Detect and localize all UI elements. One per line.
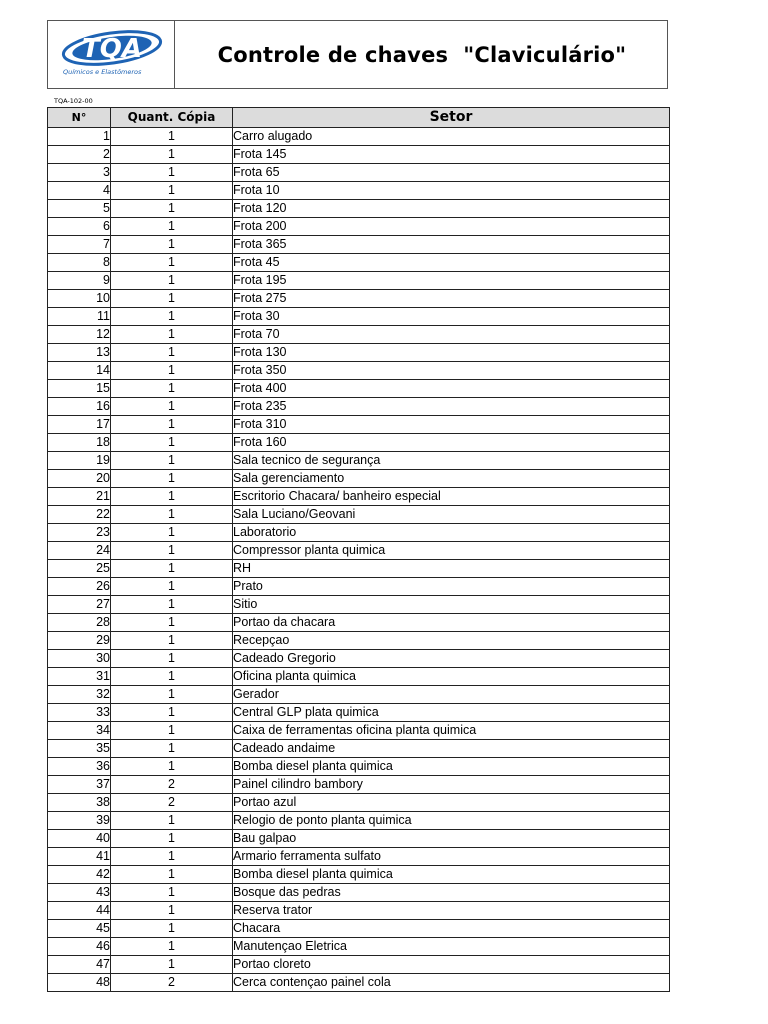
row-quantity: 1 bbox=[111, 434, 233, 452]
row-sector: Manutençao Eletrica bbox=[233, 938, 670, 956]
row-quantity: 1 bbox=[111, 956, 233, 974]
row-sector: Portao cloreto bbox=[233, 956, 670, 974]
table-row bbox=[48, 362, 670, 380]
table-row bbox=[48, 272, 670, 290]
table-row bbox=[48, 722, 670, 740]
document-header bbox=[47, 20, 668, 89]
row-number: 35 bbox=[48, 740, 111, 758]
row-number: 10 bbox=[48, 290, 111, 308]
row-sector: Cerca contençao painel cola bbox=[233, 974, 670, 992]
row-number: 23 bbox=[48, 524, 111, 542]
row-sector: Frota 365 bbox=[233, 236, 670, 254]
row-quantity: 1 bbox=[111, 200, 233, 218]
row-quantity: 2 bbox=[111, 974, 233, 992]
row-quantity: 1 bbox=[111, 884, 233, 902]
table-row bbox=[48, 452, 670, 470]
row-number: 7 bbox=[48, 236, 111, 254]
row-quantity: 2 bbox=[111, 776, 233, 794]
table-row bbox=[48, 848, 670, 866]
row-quantity: 1 bbox=[111, 938, 233, 956]
table-row bbox=[48, 704, 670, 722]
table-row bbox=[48, 938, 670, 956]
table-row bbox=[48, 164, 670, 182]
row-number: 33 bbox=[48, 704, 111, 722]
table-row bbox=[48, 416, 670, 434]
table-row bbox=[48, 488, 670, 506]
table-row bbox=[48, 254, 670, 272]
row-number: 40 bbox=[48, 830, 111, 848]
table-row bbox=[48, 884, 670, 902]
row-quantity: 1 bbox=[111, 236, 233, 254]
table-row bbox=[48, 686, 670, 704]
row-sector: Sala gerenciamento bbox=[233, 470, 670, 488]
table-row bbox=[48, 902, 670, 920]
row-number: 41 bbox=[48, 848, 111, 866]
row-quantity: 1 bbox=[111, 578, 233, 596]
row-quantity: 1 bbox=[111, 452, 233, 470]
tqa-logo-icon bbox=[60, 28, 164, 68]
row-number: 8 bbox=[48, 254, 111, 272]
row-number: 46 bbox=[48, 938, 111, 956]
row-number: 31 bbox=[48, 668, 111, 686]
row-sector: Bomba diesel planta quimica bbox=[233, 758, 670, 776]
table-row bbox=[48, 758, 670, 776]
row-sector: Frota 195 bbox=[233, 272, 670, 290]
row-number: 28 bbox=[48, 614, 111, 632]
row-number: 27 bbox=[48, 596, 111, 614]
row-quantity: 1 bbox=[111, 650, 233, 668]
row-number: 4 bbox=[48, 182, 111, 200]
row-number: 17 bbox=[48, 416, 111, 434]
row-number: 1 bbox=[48, 128, 111, 146]
row-sector: Frota 310 bbox=[233, 416, 670, 434]
row-number: 29 bbox=[48, 632, 111, 650]
row-sector: Portao azul bbox=[233, 794, 670, 812]
row-quantity: 1 bbox=[111, 128, 233, 146]
row-quantity: 1 bbox=[111, 218, 233, 236]
row-quantity: 1 bbox=[111, 830, 233, 848]
table-row bbox=[48, 470, 670, 488]
table-row bbox=[48, 200, 670, 218]
column-header-sector: Setor bbox=[233, 108, 670, 128]
row-number: 42 bbox=[48, 866, 111, 884]
row-quantity: 2 bbox=[111, 794, 233, 812]
logo-subtitle: Químicos e Elastômeros bbox=[63, 68, 142, 76]
row-number: 43 bbox=[48, 884, 111, 902]
table-row bbox=[48, 830, 670, 848]
row-quantity: 1 bbox=[111, 866, 233, 884]
row-sector: Sala Luciano/Geovani bbox=[233, 506, 670, 524]
table-row bbox=[48, 776, 670, 794]
row-number: 18 bbox=[48, 434, 111, 452]
row-sector: Central GLP plata quimica bbox=[233, 704, 670, 722]
row-number: 39 bbox=[48, 812, 111, 830]
row-sector: Recepçao bbox=[233, 632, 670, 650]
row-sector: Frota 275 bbox=[233, 290, 670, 308]
row-sector: Frota 65 bbox=[233, 164, 670, 182]
keys-table bbox=[47, 107, 670, 992]
row-sector: Frota 235 bbox=[233, 398, 670, 416]
row-quantity: 1 bbox=[111, 686, 233, 704]
row-number: 15 bbox=[48, 380, 111, 398]
table-row bbox=[48, 218, 670, 236]
row-sector: Sitio bbox=[233, 596, 670, 614]
row-sector: Frota 160 bbox=[233, 434, 670, 452]
row-number: 25 bbox=[48, 560, 111, 578]
table-row bbox=[48, 380, 670, 398]
row-sector: Frota 120 bbox=[233, 200, 670, 218]
table-row bbox=[48, 434, 670, 452]
page-title: Controle de chaves "Claviculário" bbox=[217, 42, 627, 67]
row-sector: Chacara bbox=[233, 920, 670, 938]
row-number: 48 bbox=[48, 974, 111, 992]
row-number: 45 bbox=[48, 920, 111, 938]
table-row bbox=[48, 146, 670, 164]
table-row bbox=[48, 506, 670, 524]
table-row bbox=[48, 740, 670, 758]
row-quantity: 1 bbox=[111, 740, 233, 758]
row-quantity: 1 bbox=[111, 758, 233, 776]
table-row bbox=[48, 650, 670, 668]
table-row bbox=[48, 182, 670, 200]
row-sector: Bomba diesel planta quimica bbox=[233, 866, 670, 884]
row-sector: Frota 45 bbox=[233, 254, 670, 272]
row-sector: Oficina planta quimica bbox=[233, 668, 670, 686]
row-number: 2 bbox=[48, 146, 111, 164]
row-number: 30 bbox=[48, 650, 111, 668]
table-row bbox=[48, 308, 670, 326]
row-sector: Compressor planta quimica bbox=[233, 542, 670, 560]
row-quantity: 1 bbox=[111, 506, 233, 524]
table-row bbox=[48, 866, 670, 884]
row-number: 37 bbox=[48, 776, 111, 794]
row-sector: Relogio de ponto planta quimica bbox=[233, 812, 670, 830]
row-number: 14 bbox=[48, 362, 111, 380]
row-quantity: 1 bbox=[111, 614, 233, 632]
row-number: 5 bbox=[48, 200, 111, 218]
table-row bbox=[48, 596, 670, 614]
row-quantity: 1 bbox=[111, 308, 233, 326]
table-row bbox=[48, 632, 670, 650]
row-number: 26 bbox=[48, 578, 111, 596]
row-number: 13 bbox=[48, 344, 111, 362]
table-row bbox=[48, 614, 670, 632]
row-number: 36 bbox=[48, 758, 111, 776]
row-sector: Frota 350 bbox=[233, 362, 670, 380]
row-quantity: 1 bbox=[111, 182, 233, 200]
table-row bbox=[48, 920, 670, 938]
row-quantity: 1 bbox=[111, 416, 233, 434]
row-number: 24 bbox=[48, 542, 111, 560]
row-quantity: 1 bbox=[111, 164, 233, 182]
table-row bbox=[48, 578, 670, 596]
row-sector: Prato bbox=[233, 578, 670, 596]
row-sector: Frota 400 bbox=[233, 380, 670, 398]
table-row bbox=[48, 344, 670, 362]
table-row bbox=[48, 290, 670, 308]
row-quantity: 1 bbox=[111, 560, 233, 578]
row-sector: Carro alugado bbox=[233, 128, 670, 146]
row-number: 22 bbox=[48, 506, 111, 524]
row-sector: Frota 130 bbox=[233, 344, 670, 362]
row-number: 3 bbox=[48, 164, 111, 182]
table-row bbox=[48, 398, 670, 416]
row-quantity: 1 bbox=[111, 470, 233, 488]
row-sector: Painel cilindro bambory bbox=[233, 776, 670, 794]
row-sector: Bau galpao bbox=[233, 830, 670, 848]
row-sector: Bosque das pedras bbox=[233, 884, 670, 902]
table-row bbox=[48, 668, 670, 686]
table-row bbox=[48, 560, 670, 578]
column-header-quantity: Quant. Cópia bbox=[111, 108, 233, 128]
row-number: 38 bbox=[48, 794, 111, 812]
row-quantity: 1 bbox=[111, 524, 233, 542]
row-quantity: 1 bbox=[111, 902, 233, 920]
row-sector: Gerador bbox=[233, 686, 670, 704]
row-quantity: 1 bbox=[111, 398, 233, 416]
row-number: 21 bbox=[48, 488, 111, 506]
row-quantity: 1 bbox=[111, 146, 233, 164]
table-row bbox=[48, 812, 670, 830]
row-sector: Cadeado Gregorio bbox=[233, 650, 670, 668]
row-number: 9 bbox=[48, 272, 111, 290]
table-row bbox=[48, 794, 670, 812]
row-sector: Frota 70 bbox=[233, 326, 670, 344]
row-sector: Frota 10 bbox=[233, 182, 670, 200]
row-number: 32 bbox=[48, 686, 111, 704]
table-header-row bbox=[48, 108, 670, 128]
row-quantity: 1 bbox=[111, 542, 233, 560]
row-number: 16 bbox=[48, 398, 111, 416]
row-number: 12 bbox=[48, 326, 111, 344]
row-quantity: 1 bbox=[111, 362, 233, 380]
table-row bbox=[48, 542, 670, 560]
row-sector: Caixa de ferramentas oficina planta quimica bbox=[233, 722, 670, 740]
row-number: 44 bbox=[48, 902, 111, 920]
table-row bbox=[48, 326, 670, 344]
table-row bbox=[48, 236, 670, 254]
table-row bbox=[48, 974, 670, 992]
row-quantity: 1 bbox=[111, 668, 233, 686]
row-quantity: 1 bbox=[111, 704, 233, 722]
svg-text:TQA: TQA bbox=[82, 34, 142, 64]
row-quantity: 1 bbox=[111, 632, 233, 650]
row-number: 6 bbox=[48, 218, 111, 236]
row-sector: Sala tecnico de segurança bbox=[233, 452, 670, 470]
company-logo bbox=[48, 21, 175, 88]
row-quantity: 1 bbox=[111, 344, 233, 362]
row-quantity: 1 bbox=[111, 380, 233, 398]
column-header-number: N° bbox=[48, 108, 111, 128]
row-sector: Escritorio Chacara/ banheiro especial bbox=[233, 488, 670, 506]
table-row bbox=[48, 524, 670, 542]
row-sector: Cadeado andaime bbox=[233, 740, 670, 758]
row-sector: Armario ferramenta sulfato bbox=[233, 848, 670, 866]
row-sector: Laboratorio bbox=[233, 524, 670, 542]
table-row bbox=[48, 956, 670, 974]
row-sector: RH bbox=[233, 560, 670, 578]
document-code: TQA-102-00 bbox=[54, 97, 93, 105]
row-sector: Portao da chacara bbox=[233, 614, 670, 632]
row-sector: Frota 30 bbox=[233, 308, 670, 326]
row-quantity: 1 bbox=[111, 254, 233, 272]
row-quantity: 1 bbox=[111, 488, 233, 506]
row-quantity: 1 bbox=[111, 596, 233, 614]
row-quantity: 1 bbox=[111, 848, 233, 866]
table-row bbox=[48, 128, 670, 146]
row-number: 20 bbox=[48, 470, 111, 488]
row-quantity: 1 bbox=[111, 326, 233, 344]
row-sector: Reserva trator bbox=[233, 902, 670, 920]
row-quantity: 1 bbox=[111, 920, 233, 938]
row-quantity: 1 bbox=[111, 272, 233, 290]
row-sector: Frota 200 bbox=[233, 218, 670, 236]
row-number: 47 bbox=[48, 956, 111, 974]
row-quantity: 1 bbox=[111, 812, 233, 830]
row-sector: Frota 145 bbox=[233, 146, 670, 164]
row-number: 11 bbox=[48, 308, 111, 326]
row-quantity: 1 bbox=[111, 722, 233, 740]
row-number: 34 bbox=[48, 722, 111, 740]
row-number: 19 bbox=[48, 452, 111, 470]
row-quantity: 1 bbox=[111, 290, 233, 308]
